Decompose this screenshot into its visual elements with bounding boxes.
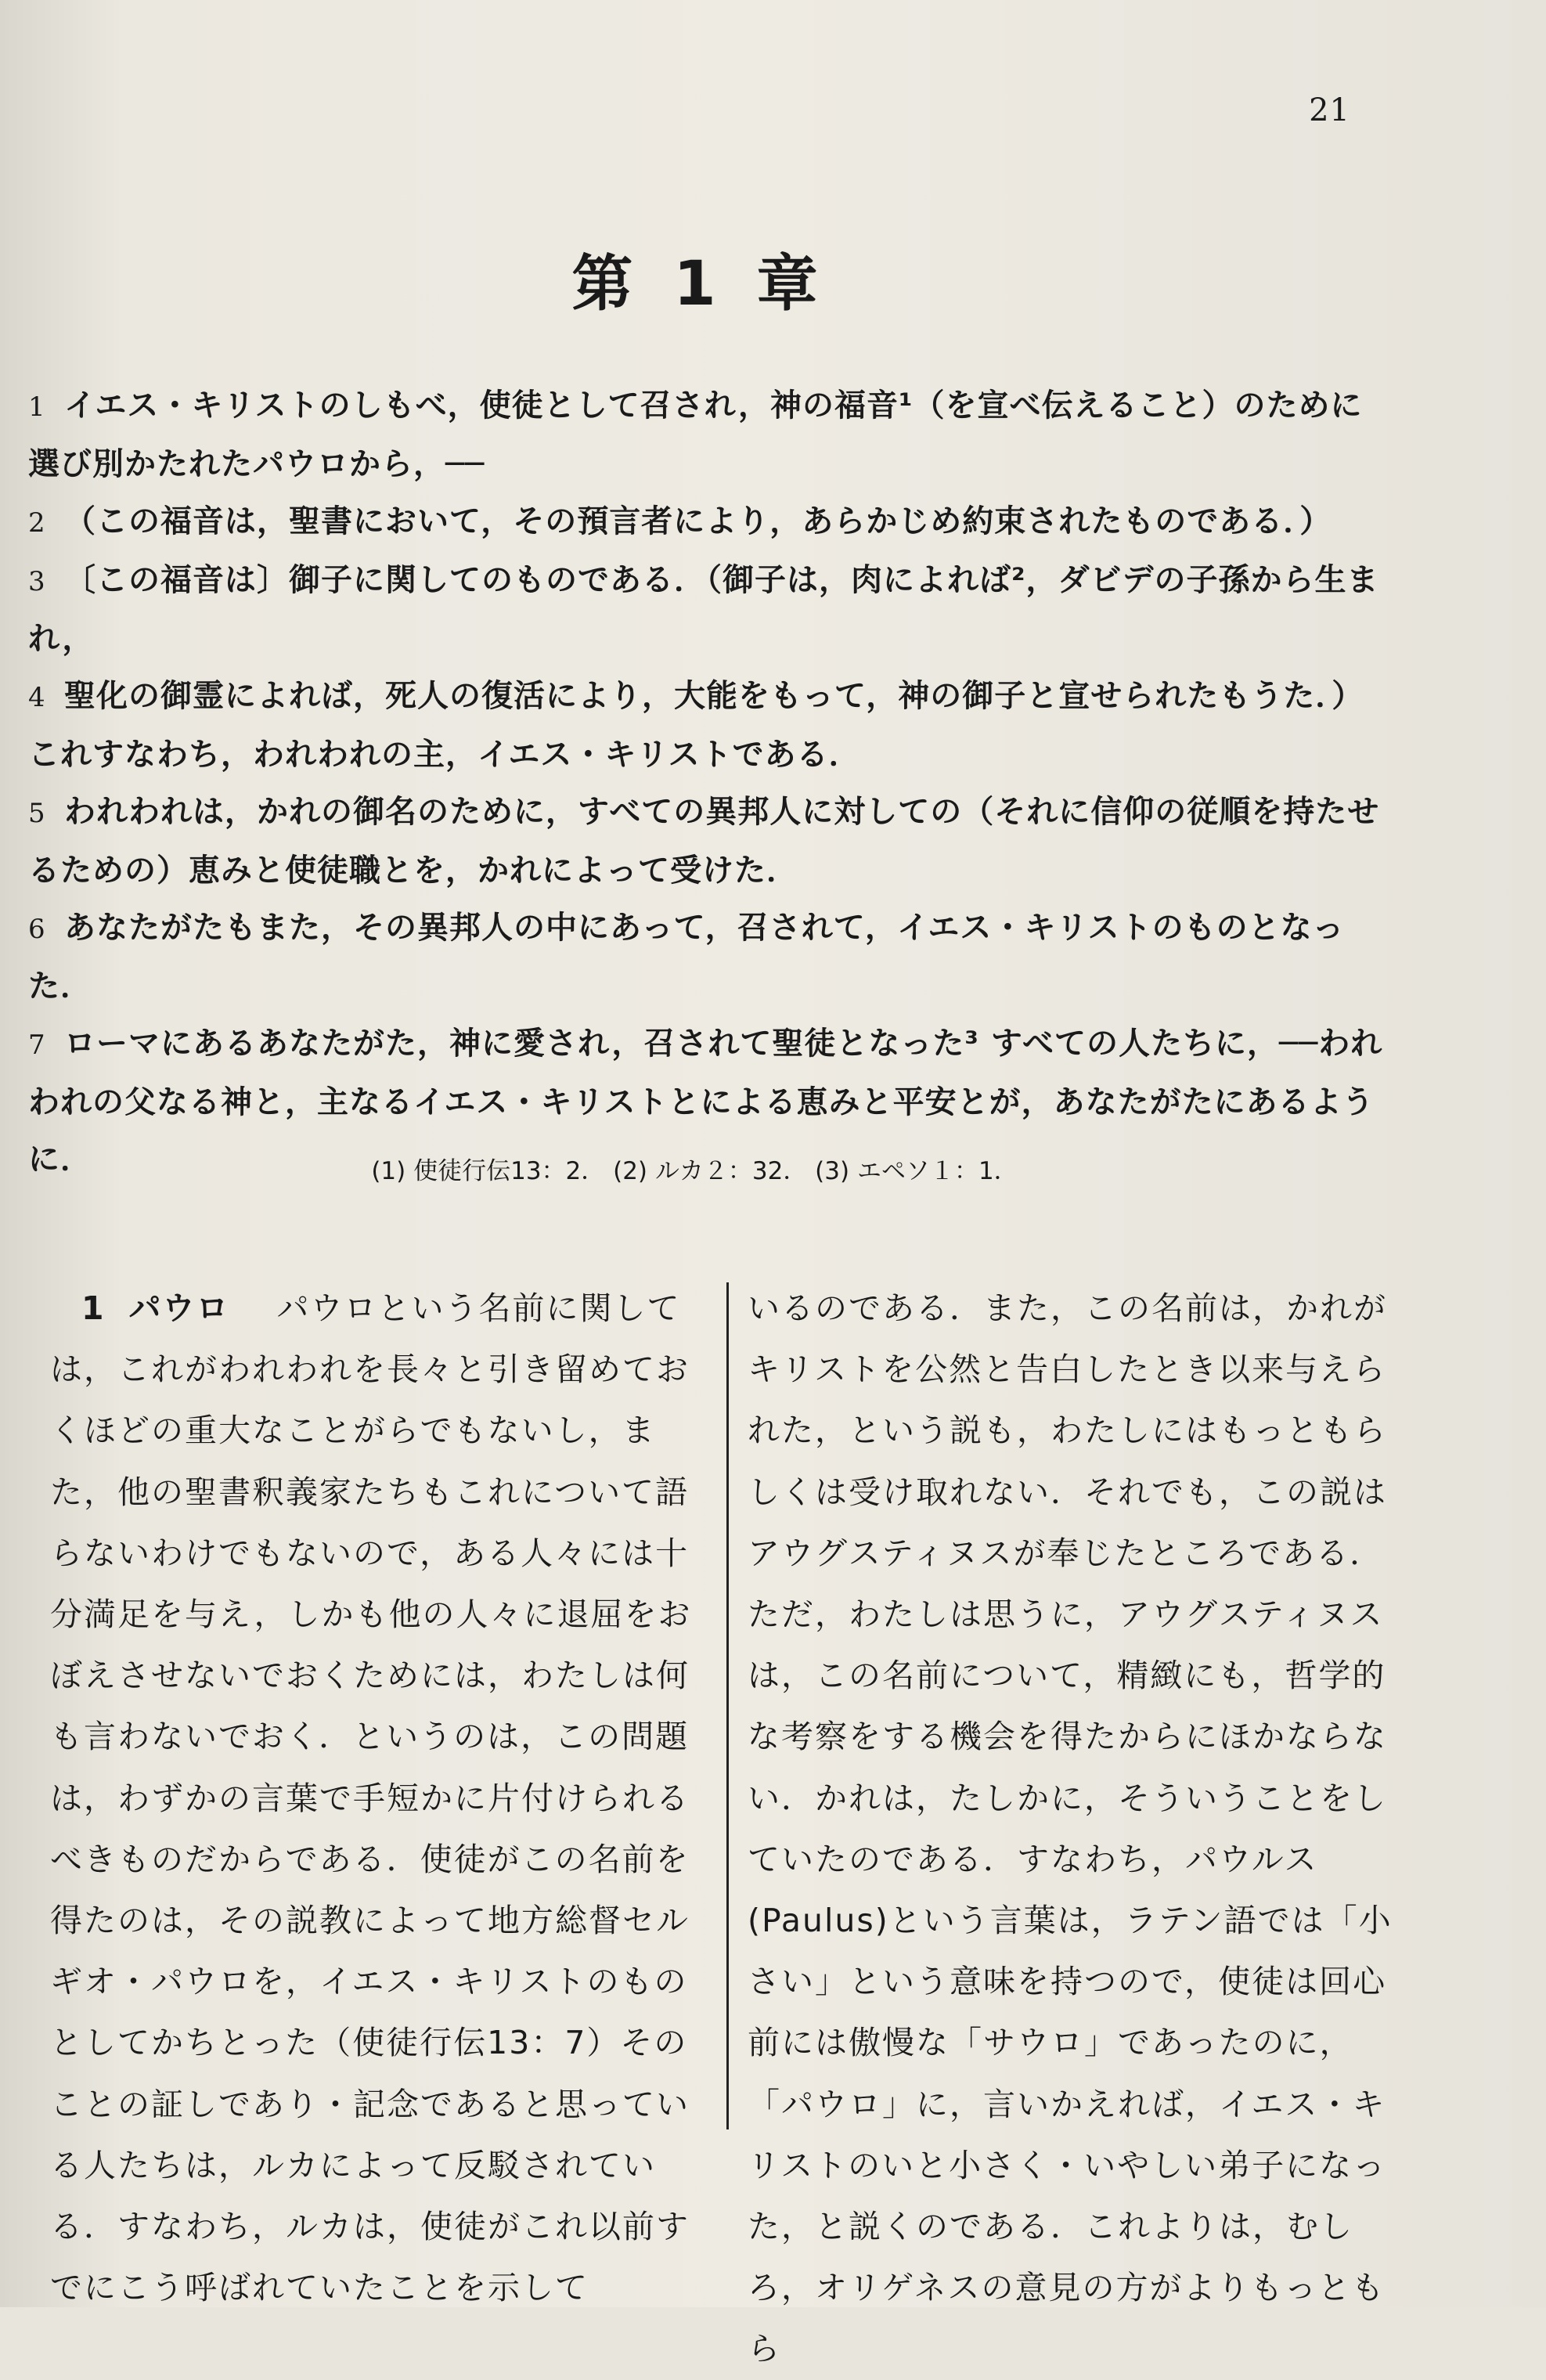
verse	[28, 493, 1390, 552]
commentary-heading-number: 1	[81, 1289, 106, 1327]
verse-number: 4	[28, 682, 46, 713]
verse-text: イエス・キリストのしもべ，使徒として召され，神の福音¹（を宣べ伝えること）のために選び別かたれたパウロから，──	[28, 388, 1363, 482]
verse-text: 〔この福音は〕御子に関してのものである．（御子は，肉によれば²，ダビデの子孫から生まれ，	[28, 562, 1379, 657]
footnotes: (1) 使徒行伝13：2． (2) ルカ２：32． (3) エペソ１：1．	[371, 1157, 1018, 1185]
chapter-prefix: 第	[571, 249, 633, 319]
verse	[28, 668, 1390, 784]
verse-number: 6	[28, 914, 46, 945]
verse-text: われわれは，かれの御名のために，すべての異邦人に対しての（それに信仰の従順を持たせるための）恵みと使徒職とを，かれによって受けた．	[28, 794, 1380, 889]
verse-number: 5	[28, 798, 46, 829]
verse-number: 1	[28, 391, 46, 423]
commentary-left-text: パウロという名前に関しては，これがわれわれを長々と引き留めておくほどの重大なことがらでもないし，また，他の聖書釈義家たちもこれについて語らないわけでもないので，ある人々には十分満足を与え，しかも他の人々に退屈をおぼえさせないでおくためには，わたしは何も言わないでおく．というのは，この問題は，わずかの言葉で手短かに片付けられるべきものだからである．使徒がこの名前を得たのは，その説教によって地方総督セルギオ・パウロを，イエス・キリストのものとしてかちとった（使徒行伝13：7）そのことの証しであり・記念であると思っている人たちは，ルカによって反駁されている．すなわち，ルカは，使徒がこれ以前すでにこう呼ばれていたことを示して	[50, 1289, 692, 2307]
verse-list	[28, 377, 1390, 1188]
column-divider	[726, 1282, 729, 2129]
commentary-right-column	[748, 1278, 1397, 2368]
chapter-title	[0, 235, 1389, 323]
verse-number: 3	[28, 566, 46, 597]
verse-text: （この福音は，聖書において，その預言者により，あらかじめ約束されたものである．）	[64, 503, 1332, 539]
page-number: 21	[1309, 92, 1350, 128]
verse	[28, 784, 1390, 900]
verse	[28, 552, 1390, 668]
verse-text: 聖化の御霊によれば，死人の復活により，大能をもって，神の御子と宣せられたもうた．）これすなわち，われわれの主，イエス・キリストである．	[28, 678, 1364, 773]
verse-text: あなたがたもまた，その異邦人の中にあって，召されて，イエス・キリストのものとなった．	[28, 910, 1345, 1004]
chapter-suffix: 章	[756, 249, 818, 319]
verse-text: ローマにあるあなたがた，神に愛され，召されて聖徒となった³ すべての人たちに，──われわれの父なる神と，主なるイエス・キリストとによる恵みと平安とが，あなたがたにあるように．	[28, 1026, 1383, 1177]
commentary-left-column	[50, 1278, 694, 2307]
verse	[28, 900, 1390, 1015]
verse	[28, 377, 1390, 493]
chapter-number: 1	[673, 249, 716, 319]
verse-number: 7	[28, 1030, 46, 1061]
verse-number: 2	[28, 507, 46, 539]
commentary-heading-word: パウロ	[128, 1289, 230, 1327]
commentary-right-text: いるのである．また，この名前は，かれがキリストを公然と告白したとき以来与えられた，という説も，わたしにはもっともらしくは受け取れない．それでも，この説はアウグスティヌスが奉じたところである．ただ，わたしは思うに，アウグスティヌスは，この名前について，精緻にも，哲学的な考察をする機会を得たからにほかならない．かれは，たしかに，そういうことをしていたのである．すなわち，パウルス(Paulus)という言葉は，ラテン語では「小さい」という意味を持つので，使徒は回心前には傲慢な「サウロ」であったのに，「パウロ」に，言いかえれば，イエス・キリストのいと小さく・いやしい弟子になった，と説くのである．これよりは，むしろ，オリゲネスの意見の方がよりもっともら	[748, 1289, 1393, 2368]
